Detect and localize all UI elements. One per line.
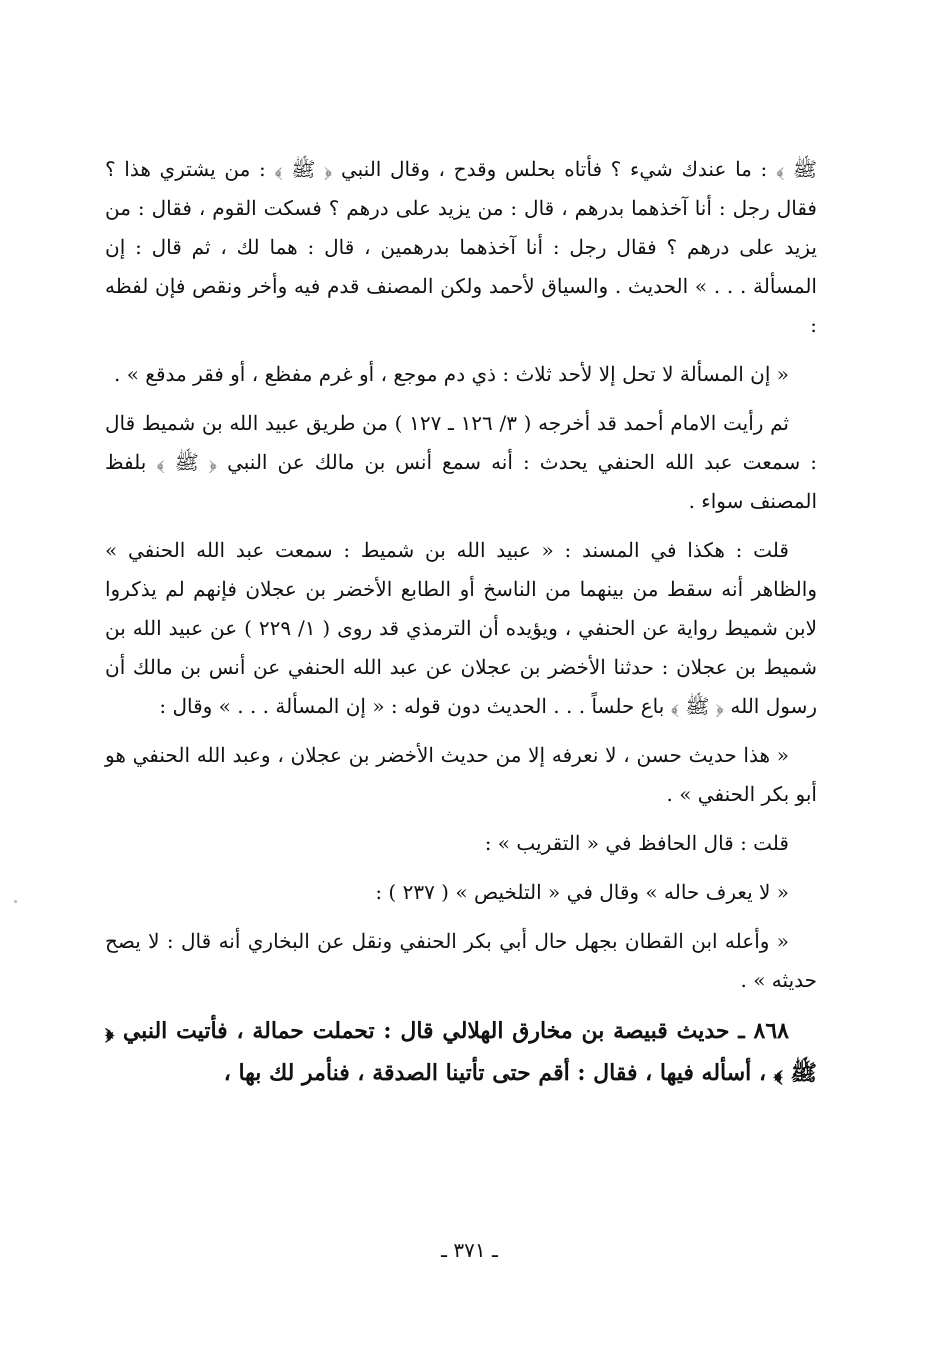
paragraph-quote-masalah: « إن المسألة لا تحل إلا لأحد ثلاث : ذي دم موجع ، أو غرم مفظع ، أو فقر مدقع » . xyxy=(114,362,789,386)
hadith-868-heading: ٨٦٨ ـ حديث قبيصة بن مخارق الهلالي قال : تحملت حمالة ، فأتيت النبي ﴿ ﷺ ﴾ ، أسأله فيها ، فقال : أقم حتى تأتينا الصدقة ، فنأمر لك بها ، xyxy=(105,1018,817,1086)
paragraph-taqrib-intro: قلت : قال الحافظ في « التقريب » : xyxy=(484,831,789,855)
paragraph-ahmad-narration: ثم رأيت الامام أحمد قد أخرجه ( ٣/ ١٢٦ ـ ١٢٧ ) من طريق عبيد الله بن شميط قال : سمعت عبد الله الحنفي يحدث : أنه سمع أنس بن مالك عن النبي ﴿ ﷺ ﴾ بلفظ المصنف سواء . xyxy=(105,411,817,513)
paragraph-talkhis-quote: « لا يعرف حاله » وقال في « التلخيص » ( ٢٣٧ ) : xyxy=(375,880,789,904)
paragraph-musnad-note: قلت : هكذا في المسند : « عبيد الله بن شميط : سمعت عبد الله الحنفي » والظاهر أنه سقط من بينهما من الناسخ أو الطابع الأخضر بن عجلان فإنهم لم يذكروا لابن شميط رواية عن الحنفي ، ويؤيده أن الترمذي قد روى ( ١/ ٢٢٩ ) عن عبيد الله بن شميط بن عجلان : حدثنا الأخضر بن عجلان عن عبد الله الحنفي عن أنس بن مالك أن رسول الله ﴿ ﷺ ﴾ باع حلساً . . . الحديث دون قوله : « إن المسألة . . . » وقال : xyxy=(105,538,817,718)
page-body xyxy=(105,150,817,1094)
paragraph-tirmidhi-quote: « هذا حديث حسن ، لا نعرفه إلا من حديث الأخضر بن عجلان ، وعبد الله الحنفي هو أبو بكر الحنفي » . xyxy=(105,743,817,806)
paragraph-continuation: ﷺ ﴾ : ما عندك شيء ؟ فأتاه بحلس وقدح ، وقال النبي ﴿ ﷺ ﴾ : من يشتري هذا ؟ فقال رجل : أنا آخذهما بدرهم ، قال : من يزيد على درهم ؟ فسكت القوم ، فقال : من يزيد على درهم ؟ فقال رجل : أنا آخذهما بدرهمين ، قال : هما لك ، ثم قال : إن المسألة . . . » الحديث . والسياق لأحمد ولكن المصنف قدم فيه وأخر ونقص فإن لفظه : xyxy=(105,157,817,337)
page-number: ـ ٣٧١ ـ xyxy=(441,1238,498,1262)
paragraph-ibn-qattan-quote: « وأعله ابن القطان بجهل حال أبي بكر الحنفي ونقل عن البخاري أنه قال : لا يصح حديثه » . xyxy=(105,929,817,992)
scan-speck xyxy=(14,900,17,903)
